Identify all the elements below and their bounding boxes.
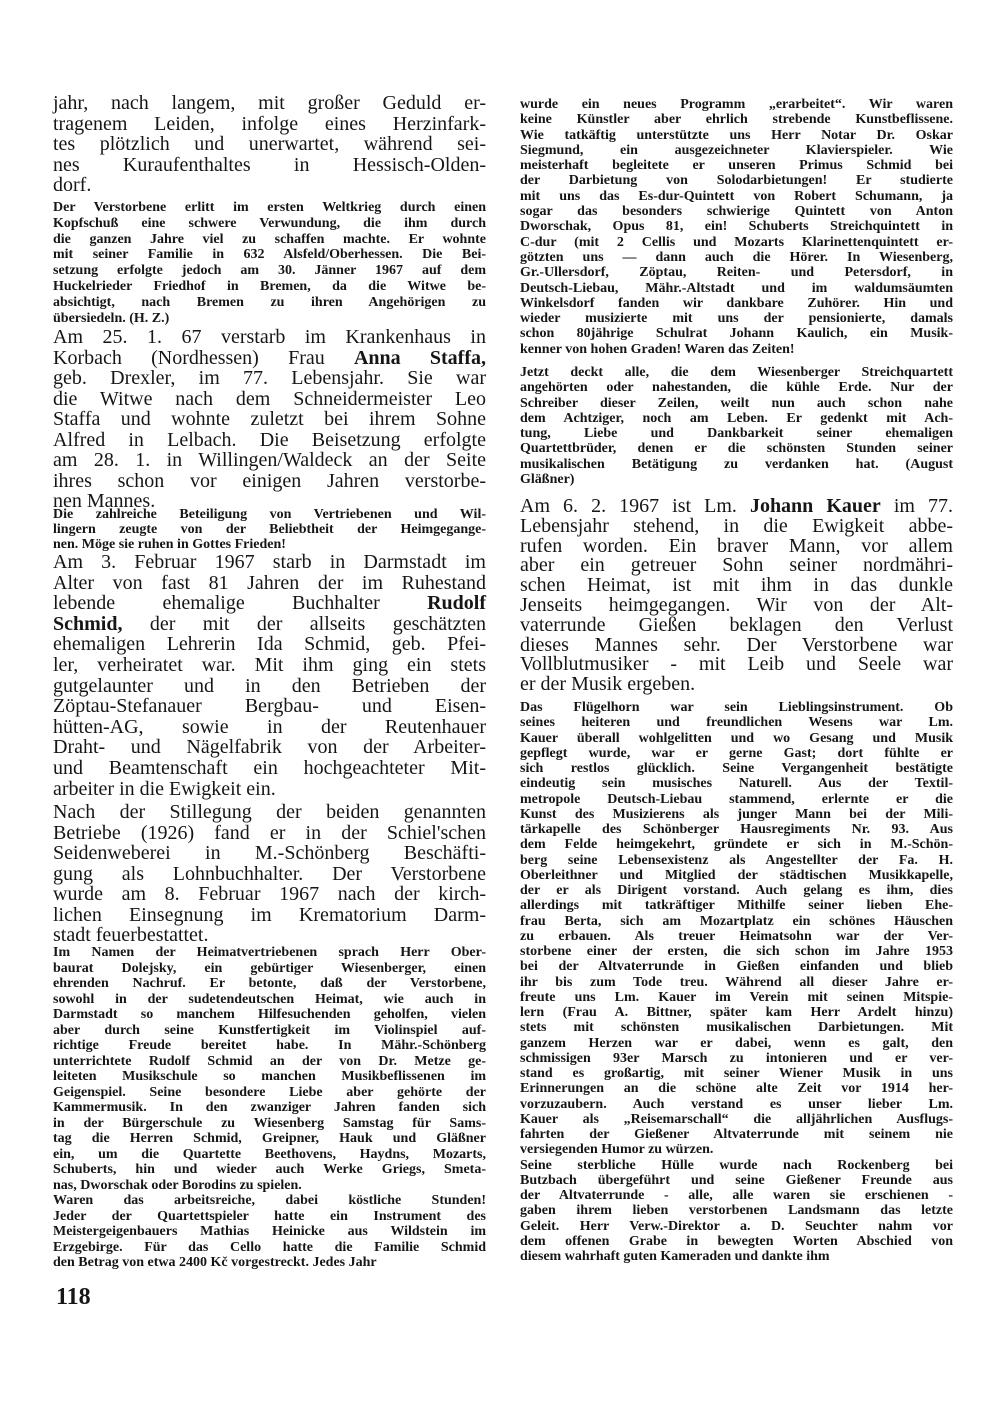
- text-line: sowohl in der sudetendeutschen Heimat, wie auch in: [53, 991, 486, 1007]
- text-line: Das Flügelhorn war sein Lieblingsinstrument. Ob: [520, 700, 953, 715]
- text-line: [53, 614, 486, 635]
- text-line: übersiedeln. (H. Z.): [53, 310, 170, 326]
- paragraph: [53, 93, 486, 196]
- text-line: tes plötzlich und unerwartet, während sei-: [53, 133, 486, 156]
- text-line: mit seiner Familie in 632 Alsfeld/Oberhessen. Die Bei-: [53, 247, 486, 263]
- text-line: Winkelsdorf fanden wir dankbare Zuhörer. Hin und: [520, 295, 953, 311]
- text-line: rufen worden. Ein braver Mann, vor allem: [520, 534, 953, 557]
- text-line: Geleit. Herr Verw.-Direktor a. D. Seuchter nahm vor: [520, 1218, 953, 1234]
- text-line: Wie tatkäftig unterstützte uns Herr Notar Dr. Oskar: [520, 127, 953, 143]
- paragraph: [53, 507, 486, 552]
- text-line: [520, 497, 953, 517]
- text-line: Butzbach übergeführt und seine Gießener Freunde aus: [520, 1172, 953, 1188]
- text-line: [53, 593, 486, 614]
- article-text-block: [53, 552, 486, 799]
- text-line: setzung erfolgte jedoch am 30. Jänner 1967 auf dem: [53, 263, 486, 279]
- text-line: Erinnerungen an die schöne alte Zeit vor 1914 her-: [520, 1081, 953, 1097]
- text-line: nes Kuraufenthaltes in Hessisch-Olden-: [53, 153, 486, 176]
- text-line: [53, 348, 486, 369]
- paragraph: [520, 97, 953, 357]
- text-line: nen Mannes.: [53, 490, 156, 512]
- text-line: Jeder der Quartettspieler hatte ein Instrument des: [53, 1208, 486, 1224]
- text-line: nen. Möge sie ruhen in Gottes Frieden!: [53, 537, 286, 552]
- article-note-block: [520, 97, 953, 357]
- text-segment: der mit der allseits geschätzten: [122, 612, 486, 635]
- paragraph: [520, 700, 953, 1158]
- text-line: Alter von fast 81 Jahren der im Ruhestand: [53, 571, 486, 594]
- text-line: ganzem Herzen war er dabei, wenn es galt, den: [520, 1035, 953, 1051]
- text-line: berg seine Lebensexistenz als Angestellter der Fa. H.: [520, 852, 953, 868]
- text-line: diesem wahrhaft guten Kameraden und dankte ihm: [520, 1249, 830, 1264]
- text-line: dieses Mannes sehr. Der Verstorbene war: [520, 633, 953, 656]
- text-line: Betriebe (1926) fand er in der Schiel'schen: [53, 821, 486, 844]
- text-line: kenner von hohen Graden! Waren das Zeiten!: [520, 341, 795, 357]
- text-line: gutgelaunter und in den Betrieben der: [53, 674, 486, 697]
- text-line: seines heiteren und freundlichen Wesens war Lm.: [520, 715, 953, 731]
- text-line: Am 25. 1. 67 verstarb im Krankenhaus in: [53, 326, 486, 348]
- article-text-block: [520, 497, 953, 695]
- text-line: lern (Frau A. Bittner, später kam Herr Ardelt hinzu): [520, 1005, 953, 1020]
- text-line: Dworschak, Opus 81, ein! Schuberts Streichquintett in: [520, 219, 953, 235]
- article-text-block: [53, 93, 486, 196]
- paragraph: [53, 552, 486, 799]
- text-line: eindeutig sein musisches Naturell. Aus der Textil-: [520, 776, 953, 792]
- text-line: lichen Einsegnung im Krematorium Darm-: [53, 903, 486, 926]
- text-line: er der Musik ergeben.: [520, 673, 696, 696]
- text-line: tärkapelle des Schönberger Hausregiments Nr. 93. Aus: [520, 822, 953, 837]
- text-line: gepflegt wurde, war er gerne Gast; dort fühlte er: [520, 745, 953, 761]
- text-line: C-dur (mit 2 Cellis und Mozarts Klarinettenquintett er-: [520, 234, 953, 250]
- text-line: die Witwe nach dem Schneidermeister Leo: [53, 387, 486, 410]
- text-line: dem Achtziger, noch am Leben. Er gedenkt mit Ach-: [520, 410, 953, 426]
- text-line: gaben ihrem lieben verstorbenen Landsmann das letzte: [520, 1203, 953, 1219]
- text-line: Waren das arbeitsreiche, dabei köstliche Stunden!: [53, 1193, 486, 1208]
- text-line: lingern zeugte von der Beliebtheit der Heimgegange-: [53, 522, 486, 537]
- text-line: Zöptau-Stefanauer Bergbau- und Eisen-: [53, 695, 486, 718]
- text-line: angehörten oder nahestanden, die kühle Erde. Nur der: [520, 380, 953, 396]
- text-line: ihr bis zum Tode treu. Während all dieser Jahre er-: [520, 974, 953, 990]
- text-line: frau Berta, sich am Mozartplatz ein schönes Häuschen: [520, 913, 953, 929]
- text-line: nas, Dworschak oder Borodins zu spielen.: [53, 1177, 302, 1193]
- text-line: freute uns Lm. Kauer im Verein mit seinen Mitspie-: [520, 989, 953, 1005]
- article-text-block: [53, 802, 486, 946]
- text-line: stand es großartig, mit seiner Wiener Musik in uns: [520, 1066, 953, 1081]
- text-line: hütten-AG, sowie in der Reutenhauer: [53, 715, 486, 738]
- paragraph: [53, 1193, 486, 1271]
- text-line: meisterhaft begleitete er unseren Primus Schmid bei: [520, 158, 953, 174]
- text-line: Quartettbrüder, denen er die schönsten Stunden seiner: [520, 441, 953, 457]
- paragraph: [53, 327, 486, 512]
- text-line: Deutsch-Liebau, Mähr.-Altstadt und im waldumsäumten: [520, 280, 953, 296]
- text-line: unterrichtete Rudolf Schmid an der von Dr. Metze ge-: [53, 1053, 486, 1069]
- text-line: mit uns das Es-dur-Quintett von Robert Schumann, ja: [520, 188, 953, 204]
- text-line: versiegenden Humor zu würzen.: [520, 1142, 714, 1158]
- text-line: Huckelrieder Friedhof in Bremen, da die Witwe be-: [53, 278, 486, 294]
- text-line: der er als Dirigent vorstand. Auch gelang es ihm, dies: [520, 883, 953, 898]
- bold-name: Rudolf: [427, 592, 486, 615]
- text-line: ehrenden Nachruf. Er betonte, daß der Verstorbene,: [53, 976, 486, 991]
- paragraph: [520, 1158, 953, 1265]
- text-line: aber ein getreuer Sohn seiner nordmähri-: [520, 554, 953, 577]
- text-line: Am 3. Februar 1967 starb in Darmstadt im: [53, 551, 486, 573]
- text-line: Kauer als „Reisemarschall“ die alljährlichen Ausflugs-: [520, 1111, 953, 1127]
- text-line: Staffa und wohnte zuletzt bei ihrem Sohne: [53, 408, 486, 430]
- text-line: Seine sterbliche Hülle wurde nach Rockenberg bei: [520, 1157, 953, 1173]
- article-note-block: [53, 945, 486, 1271]
- text-line: jahr, nach langem, mit großer Geduld er-: [53, 92, 486, 114]
- text-segment: Am 6. 2. 1967 ist Lm.: [520, 495, 750, 517]
- text-line: Schreiber dieser Zeilen, weilt nun auch schon nahe: [520, 395, 953, 411]
- text-line: dorf.: [53, 174, 92, 197]
- text-line: sogar das besonders schwierige Quintett von Anton: [520, 204, 953, 220]
- text-line: Jetzt deckt alle, die dem Wiesenberger Streichquartett: [520, 365, 953, 380]
- bold-name: Johann Kauer: [749, 495, 881, 517]
- text-line: schen Heimat, ist mit ihm in das dunkle: [520, 574, 953, 597]
- bold-name: Anna Staffa,: [353, 346, 486, 369]
- paragraph: [53, 945, 486, 1193]
- text-line: Seidenweberei in M.-Schönberg Beschäfti-: [53, 842, 486, 864]
- text-line: tung, Liebe und Dankbarkeit seiner ehemaligen: [520, 426, 953, 442]
- text-segment: im 77.: [880, 495, 953, 517]
- text-line: ihres schon vor einigen Jahren verstorbe-: [53, 469, 486, 492]
- text-line: am 28. 1. in Willingen/Waldeck an der Seite: [53, 449, 486, 471]
- text-line: Darmstadt so manchem Hilfesuchenden geholfen, vielen: [53, 1007, 486, 1022]
- text-line: Meistergeigenbauers Mathias Heinicke aus Wildstein im: [53, 1224, 486, 1239]
- text-line: gung als Lohnbuchhalter. Der Verstorbene: [53, 862, 486, 885]
- text-line: Im Namen der Heimatvertriebenen sprach Herr Ober-: [53, 945, 486, 960]
- text-line: Der Verstorbene erlitt im ersten Weltkrieg durch einen: [53, 200, 486, 215]
- text-line: tag die Herren Schmid, Greipner, Hauk und Gläßner: [53, 1131, 486, 1146]
- text-line: Nach der Stillegung der beiden genannten: [53, 801, 486, 823]
- text-line: Die zahlreiche Beteiligung von Vertriebenen und Wil-: [53, 507, 486, 522]
- text-line: Geigenspiel. Seine besondere Liebe aber gehörte der: [53, 1084, 486, 1100]
- text-line: stets mit schönsten musikalischen Darbietungen. Mit: [520, 1020, 953, 1036]
- text-line: tragenem Leiden, infolge eines Herzinfark-: [53, 112, 486, 135]
- article-text-block: [53, 327, 486, 512]
- text-line: fahrten der Gießener Altvaterrunde mit seinem nie: [520, 1127, 953, 1142]
- left-column: [53, 0, 486, 1413]
- text-line: wurde ein neues Programm „erarbeitet“. Wir waren: [520, 97, 953, 112]
- text-line: vorzuzaubern. Auch verstand es unser lieber Lm.: [520, 1096, 953, 1112]
- text-line: leiteten Musikschule so manchen Musikbeflissenen im: [53, 1069, 486, 1084]
- text-segment: lebende ehemalige Buchhalter: [53, 592, 428, 615]
- text-line: Kunst des Musizierens als junger Mann bei der Mili-: [520, 806, 953, 822]
- text-line: in der Bürgerschule zu Wiesenberg Samstag für Sams-: [53, 1115, 486, 1131]
- article-note-block: [520, 700, 953, 1264]
- text-line: stadt feuerbestattet.: [53, 924, 209, 946]
- text-line: ler, verheiratet war. Mit ihm ging ein stets: [53, 653, 486, 676]
- text-line: zu erbauen. Als treuer Heimatsohn war der Ver-: [520, 928, 953, 944]
- text-line: Siegmund, ein ausgezeichneter Klavierspieler. Wie: [520, 142, 953, 158]
- text-line: Vollblutmusiker - mit Leib und Seele war: [520, 653, 953, 676]
- text-line: die ganzen Jahre viel zu schaffen machte. Er wohnte: [53, 231, 486, 247]
- text-line: ehemaligen Lehrerin Ida Schmid, geb. Pfei-: [53, 633, 486, 656]
- text-line: bei der Altvaterrunde in Gießen einfanden und blieb: [520, 959, 953, 975]
- text-line: Alfred in Lelbach. Die Beisetzung erfolgte: [53, 428, 486, 451]
- text-line: Oberleithner und Mitglied der städtischen Musikkapelle,: [520, 867, 953, 883]
- text-line: Kammermusik. In den zwanziger Jahren fanden sich: [53, 1100, 486, 1115]
- paragraph: [53, 200, 486, 326]
- text-line: aber durch seine Kunstfertigkeit im Violinspiel auf-: [53, 1022, 486, 1038]
- text-line: den Betrag von etwa 2400 Kč vorgestreckt. Jedes Jahr: [53, 1255, 377, 1270]
- text-line: musikalischen Betätigung zu verdanken hat. (August: [520, 456, 953, 472]
- text-line: Lebensjahr stehend, in die Ewigkeit abbe-: [520, 514, 953, 537]
- right-column: [520, 0, 953, 1413]
- text-line: storbene einer der ersten, die sich schon im Jahre 1953: [520, 944, 953, 959]
- text-line: Kopfschuß eine schwere Verwundung, die ihm durch: [53, 215, 486, 231]
- page-number: 118: [56, 1284, 91, 1310]
- text-line: der Darbietung von Solodarbietungen! Er studierte: [520, 173, 953, 189]
- text-line: Kauer überall wohlgelitten und wo Gesang und Musik: [520, 730, 953, 746]
- paragraph: [520, 365, 953, 487]
- text-line: arbeiter in die Ewigkeit ein.: [53, 777, 276, 800]
- article-note-block: [53, 507, 486, 552]
- text-line: vaterrunde Gießen beklagen den Verlust: [520, 613, 953, 636]
- text-line: Gläßner): [520, 472, 575, 488]
- text-line: Erzgebirge. Für das Cello hatte die Familie Schmid: [53, 1239, 486, 1255]
- text-line: allerdings mit tatkräftiger Mithilfe seiner lieben Ehe-: [520, 898, 953, 914]
- text-line: dem offenen Grabe in bewegten Worten Abschied von: [520, 1233, 953, 1249]
- text-line: Gr.-Ullersdorf, Zöptau, Reiten- und Petersdorf, in: [520, 265, 953, 281]
- text-segment: Korbach (Nordhessen) Frau: [53, 346, 354, 369]
- article-note-block: [53, 200, 486, 326]
- text-line: metropole Deutsch-Liebau stammend, erlernte er die: [520, 791, 953, 807]
- text-line: wieder musizierte mit uns der pensionierte, damals: [520, 311, 953, 327]
- bold-name: Schmid,: [53, 612, 123, 635]
- text-line: baurat Dolejsky, ein gebürtiger Wiesenberger, einen: [53, 960, 486, 976]
- article-note-block: [520, 365, 953, 487]
- text-line: Schuberts, hin und wieder auch Werke Griegs, Smeta-: [53, 1162, 486, 1177]
- text-line: sich restlos glücklich. Seine Vergangenheit bestätigte: [520, 761, 953, 776]
- text-line: götzten uns — dann auch die Hörer. In Wiesenberg,: [520, 249, 953, 265]
- text-line: ein, um die Quartette Beethovens, Haydns, Mozarts,: [53, 1146, 486, 1162]
- text-line: keine Künstler aber ehrlich strebende Kunstbeflissene.: [520, 112, 953, 128]
- text-line: schmissigen 93er Marsch zu intonieren und er ver-: [520, 1050, 953, 1066]
- text-line: schon 80jährige Schulrat Johann Kaulich, ein Musik-: [520, 326, 953, 342]
- paragraph: [53, 802, 486, 946]
- text-line: richtige Freude bereitet habe. In Mähr.-Schönberg: [53, 1038, 486, 1053]
- text-line: geb. Drexler, im 77. Lebensjahr. Sie war: [53, 367, 486, 389]
- text-line: der Altvaterrunde - alle, alle waren sie erschienen -: [520, 1188, 953, 1203]
- text-line: dem Felde heimgekehrt, gründete er sich in M.-Schön-: [520, 837, 953, 853]
- text-line: und Beamtenschaft ein hochgeachteter Mit-: [53, 756, 486, 779]
- text-line: Draht- und Nägelfabrik von der Arbeiter-: [53, 736, 486, 759]
- text-line: absichtigt, nach Bremen zu ihren Angehörigen zu: [53, 294, 486, 310]
- text-line: wurde am 8. Februar 1967 nach der kirch-: [53, 883, 486, 905]
- paragraph: [520, 497, 953, 695]
- text-line: Jenseits heimgegangen. Wir von der Alt-: [520, 593, 953, 616]
